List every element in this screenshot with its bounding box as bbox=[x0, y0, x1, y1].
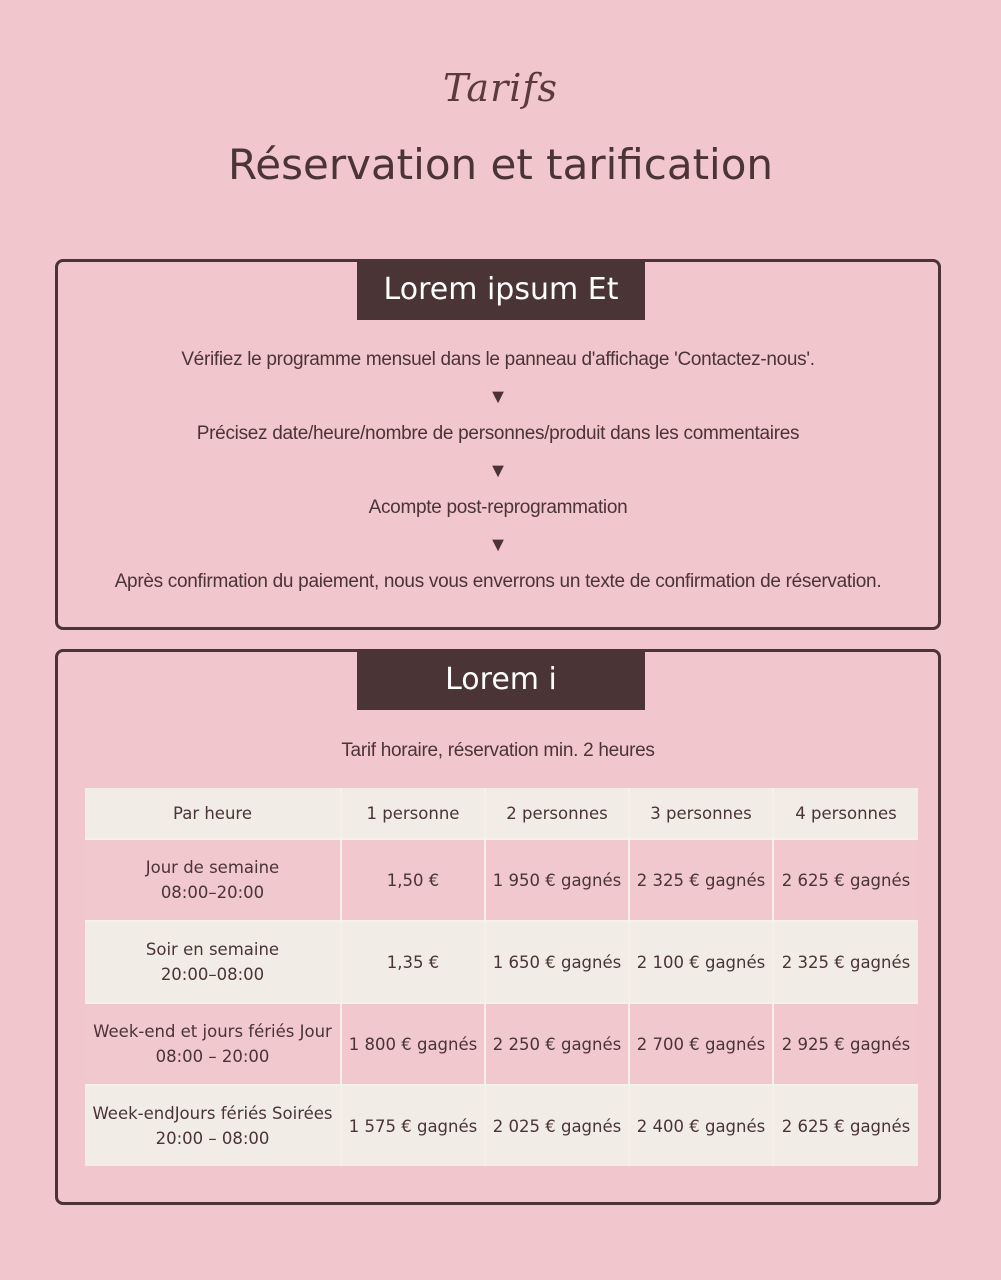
row-label-line1: Jour de semaine bbox=[145, 858, 280, 877]
column-header: 1 personne bbox=[341, 788, 485, 839]
price-cell: 1 800 € gagnés bbox=[341, 1003, 485, 1085]
process-steps bbox=[58, 348, 938, 594]
column-header: 3 personnes bbox=[629, 788, 773, 839]
price-cell: 2 625 € gagnés bbox=[773, 839, 918, 921]
arrow-down-icon: ▼ bbox=[488, 534, 508, 556]
price-cell: 2 625 € gagnés bbox=[773, 1085, 918, 1166]
price-cell: 1 950 € gagnés bbox=[485, 839, 629, 921]
row-label-line2: 08:00 – 20:00 bbox=[155, 1047, 270, 1066]
pricing-box-label: Lorem i bbox=[357, 650, 645, 710]
price-cell: 2 250 € gagnés bbox=[485, 1003, 629, 1085]
price-cell: 2 325 € gagnés bbox=[629, 839, 773, 921]
arrow-down-icon: ▼ bbox=[488, 386, 508, 408]
table-row bbox=[85, 921, 918, 1003]
row-label bbox=[85, 1003, 341, 1085]
row-label-line2: 08:00–20:00 bbox=[160, 883, 265, 902]
row-label-line1: Week-endJours fériés Soirées bbox=[92, 1104, 333, 1123]
process-step-1: Vérifiez le programme mensuel dans le panneau d'affichage 'Contactez-nous'. bbox=[181, 349, 815, 370]
table-row bbox=[85, 839, 918, 921]
price-cell: 2 325 € gagnés bbox=[773, 921, 918, 1003]
process-step-3: Acompte post-reprogrammation bbox=[368, 497, 628, 518]
row-label bbox=[85, 921, 341, 1003]
process-step-4: Après confirmation du paiement, nous vous enverrons un texte de confirmation de réservation. bbox=[114, 571, 882, 592]
row-label-line2: 20:00–08:00 bbox=[160, 965, 265, 984]
arrow-down-icon: ▼ bbox=[488, 460, 508, 482]
table-row bbox=[85, 1003, 918, 1085]
price-cell: 1,35 € bbox=[341, 921, 485, 1003]
pricing-table bbox=[85, 788, 918, 1166]
price-cell: 2 700 € gagnés bbox=[629, 1003, 773, 1085]
column-header: Par heure bbox=[85, 788, 341, 839]
price-cell: 1,50 € bbox=[341, 839, 485, 921]
row-label-line1: Week-end et jours fériés Jour bbox=[93, 1022, 332, 1041]
price-cell: 1 650 € gagnés bbox=[485, 921, 629, 1003]
page-title: Réservation et tarification bbox=[227, 140, 774, 189]
row-label-line1: Soir en semaine bbox=[145, 940, 280, 959]
price-cell: 2 400 € gagnés bbox=[629, 1085, 773, 1166]
process-box-label: Lorem ipsum Et bbox=[357, 260, 645, 320]
script-title: Tarifs bbox=[443, 66, 558, 110]
price-cell: 2 925 € gagnés bbox=[773, 1003, 918, 1085]
reservation-process-box bbox=[55, 259, 941, 630]
price-cell: 1 575 € gagnés bbox=[341, 1085, 485, 1166]
price-cell: 2 100 € gagnés bbox=[629, 921, 773, 1003]
pricing-box bbox=[55, 649, 941, 1205]
row-label bbox=[85, 839, 341, 921]
row-label-line2: 20:00 – 08:00 bbox=[155, 1129, 270, 1148]
table-header-row bbox=[85, 788, 918, 839]
process-step-2: Précisez date/heure/nombre de personnes/produit dans les commentaires bbox=[196, 423, 800, 444]
row-label bbox=[85, 1085, 341, 1166]
column-header: 2 personnes bbox=[485, 788, 629, 839]
table-row bbox=[85, 1085, 918, 1166]
price-cell: 2 025 € gagnés bbox=[485, 1085, 629, 1166]
column-header: 4 personnes bbox=[773, 788, 918, 839]
pricing-subtitle: Tarif horaire, réservation min. 2 heures bbox=[341, 740, 655, 761]
